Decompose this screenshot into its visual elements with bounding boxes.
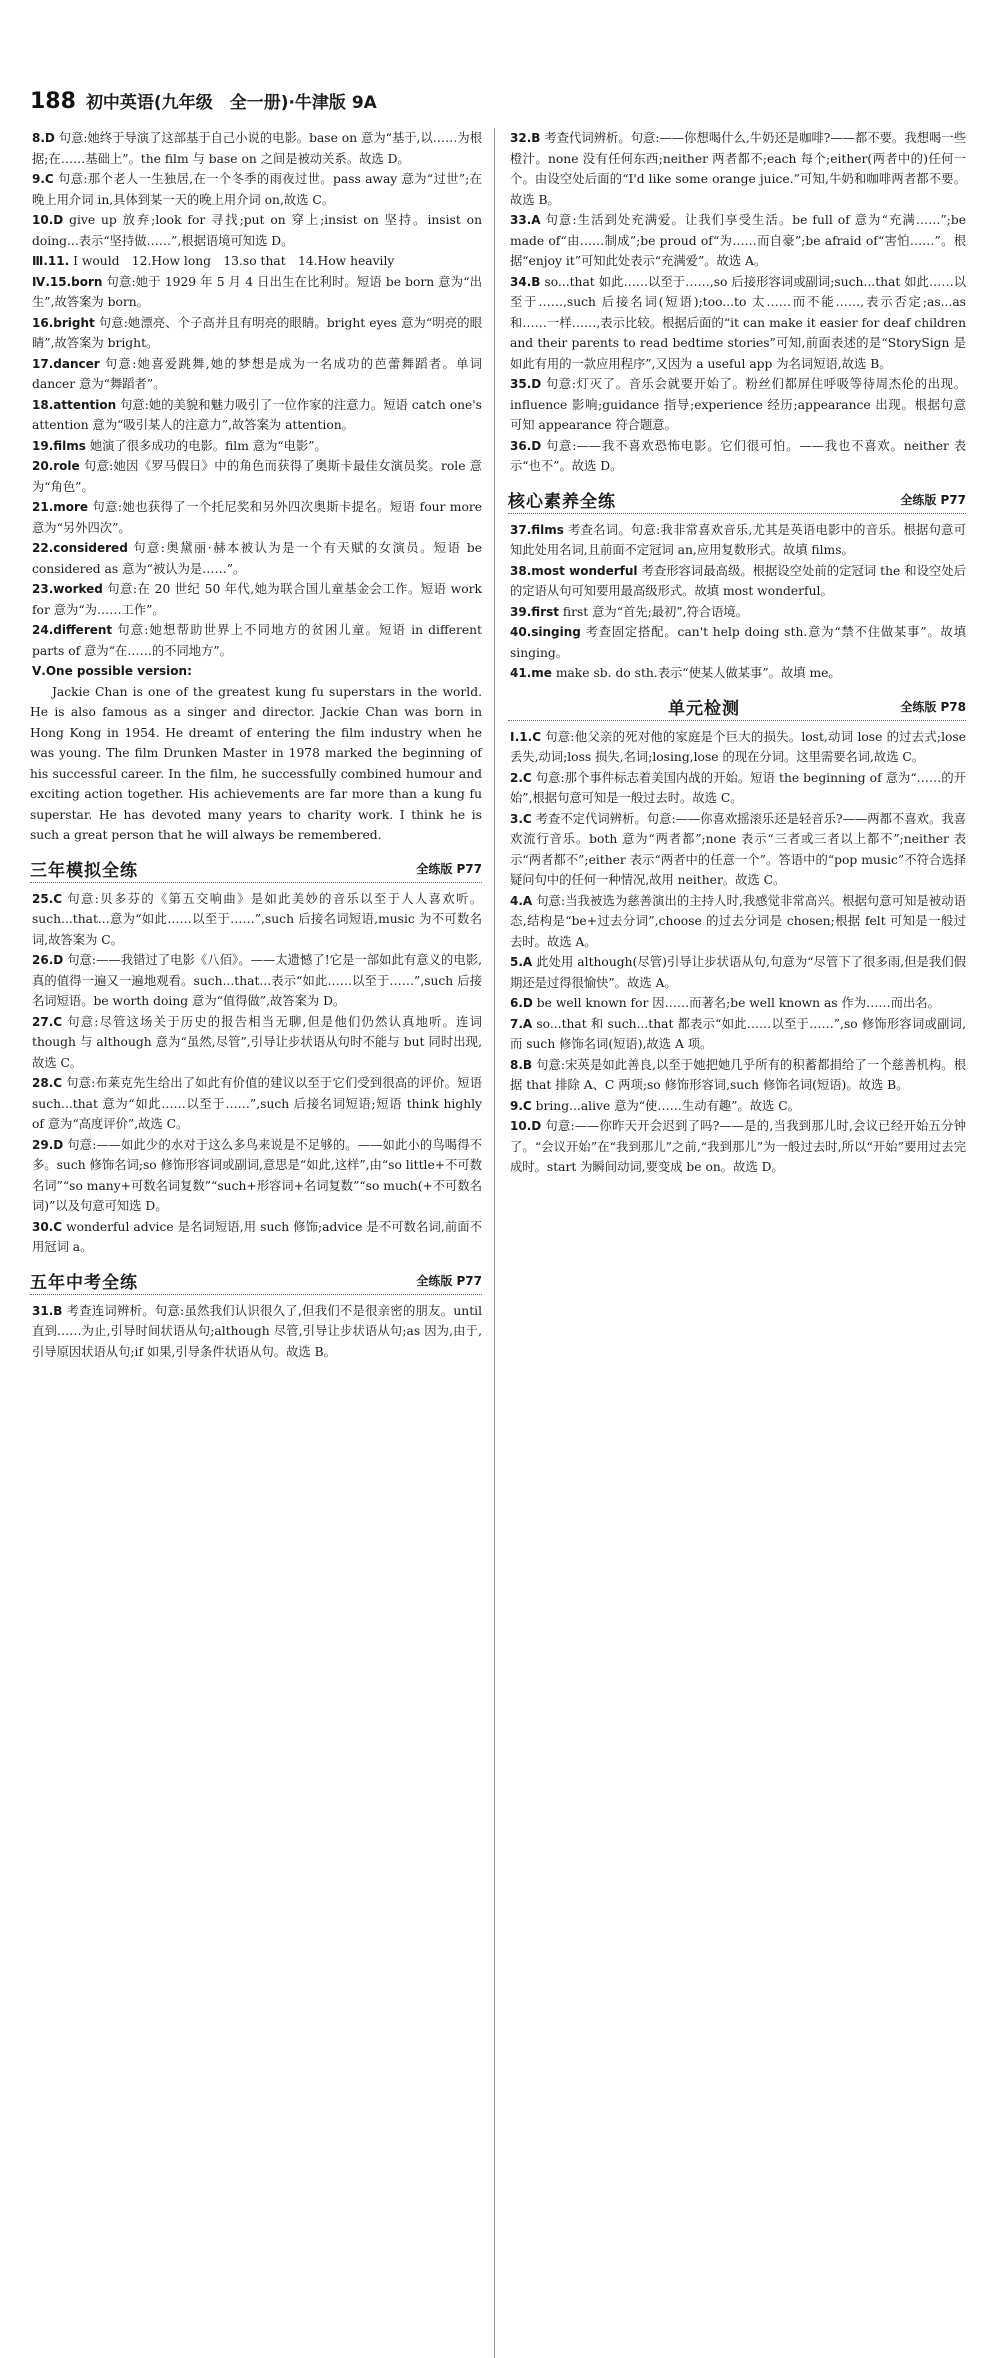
answer-key: 24.different <box>32 623 113 637</box>
answer-explanation: 句意:生活到处充满爱。让我们享受生活。be full of 意为“充满……”;be made of“由……制成”;be proud of“为……而自豪”;be afraid of“害怕……”。根据“enjoy it”可知此处表示“充满爱”。故选 A。 <box>510 213 966 268</box>
answer-key: 5.A <box>510 955 533 969</box>
answer-key: 8.D <box>32 131 55 145</box>
answer-key: Ⅳ.15.born <box>32 274 103 289</box>
answer-explanation: so...that 和 such...that 都表示“如此……以至于……”,so 修饰形容词或副词,而 such 修饰名词(短语),故选 A 项。 <box>510 1016 966 1051</box>
section-three-year <box>30 854 482 883</box>
answer-explanation: 句意:灯灭了。音乐会就要开始了。粉丝们都屏住呼吸等待周杰伦的出现。influence 影响;guidance 指导;experience 经历;appearance 出现。根据句意可知 appearance 符合题意。 <box>510 377 966 432</box>
answer-key: 27.C <box>32 1014 63 1029</box>
answer-item <box>30 620 482 661</box>
answer-key: 30.C <box>32 1219 63 1234</box>
answer-item <box>508 374 966 436</box>
section-page-ref: 全练版 P77 <box>416 1274 482 1288</box>
page-header <box>30 88 377 128</box>
answer-key: 32.B <box>510 131 541 145</box>
answer-explanation: 句意:宋英是如此善良,以至于她把她几乎所有的积蓄都捐给了一个慈善机构。根据 that 排除 A、C 两项;so 修饰形容词,such 修饰名词(短语)。故选 B。 <box>510 1057 966 1092</box>
answer-item <box>30 1073 482 1135</box>
answer-explanation: 考查形容词最高级。根据设空处前的定冠词 the 和设空处后的定语从句可知要用最高级形式。故填 most wonderful。 <box>510 563 966 598</box>
answer-explanation: 句意:那个老人一生独居,在一个冬季的雨夜过世。pass away 意为“过世”;在晚上用介词 in,具体到某一天的晚上用介词 on,故选 C。 <box>32 172 482 207</box>
answer-item <box>508 1014 966 1055</box>
answer-explanation: so...that 如此……以至于……,so 后接形容词或副词;such...that 如此……以至于……,such 后接名词(短语);too...to 太……而不能……,表示否定;as...as 和……一样……,表示比较。根据后面的“it can make it easier for deaf children and their parents to read bedtime stories”可知,前面表述的是“StorySign 是如此有用的一款应用程序”,又因为 a useful app 为名词短语,故选 B。 <box>510 274 966 371</box>
answer-item <box>30 950 482 1012</box>
answer-key: 36.D <box>510 438 542 453</box>
answer-explanation: 句意:——我错过了电影《八佰》。——太遗憾了!它是一部如此有意义的电影,真的值得一遍又一遍地观看。such...that...表示“如此……以至于……”,such 后接名词短语。be worth doing 意为“值得做”,故答案为 D。 <box>32 953 482 1008</box>
answer-item <box>508 436 966 477</box>
answer-explanation: 句意:——你昨天开会迟到了吗?——是的,当我到那儿时,会议已经开始五分钟了。“会议开始”在“我到那儿”之前,“我到那儿”为一般过去时,所以“开始”要用过去完成时。start 为瞬间动词,要变成 be on。故选 D。 <box>510 1119 966 1174</box>
answer-explanation: bring...alive 意为“使……生动有趣”。故选 C。 <box>531 1098 800 1113</box>
answer-explanation: 考查名词。句意:我非常喜欢音乐,尤其是英语电影中的音乐。根据句意可知此处用名词,且前面不定冠词 an,应用复数形式。故填 films。 <box>510 522 966 557</box>
section-page-ref: 全练版 P78 <box>900 700 966 714</box>
answer-explanation: 考查连词辨析。句意:虽然我们认识很久了,但我们不是很亲密的朋友。until 直到……为止,引导时间状语从句;although 尽管,引导让步状语从句;as 因为,由于,引导原因状语从句;if 如果,引导条件状语从句。故选 B。 <box>32 1303 482 1359</box>
answer-item <box>30 354 482 395</box>
section-five-year <box>30 1266 482 1295</box>
answer-key: 34.B <box>510 274 541 289</box>
answer-item <box>30 1135 482 1217</box>
answer-item <box>508 1096 966 1117</box>
answer-item <box>30 456 482 497</box>
answer-explanation: 考查不定代词辨析。句意:——你喜欢摇滚乐还是轻音乐?——两都不喜欢。我喜欢流行音乐。both 意为“两者都”;none 表示“三者或三者以上都不”;neither 表示“两者都不”;either 表示“两者中的任意一个”。答语中的“pop music”不符合选择疑问句中的任何一种情况,故用 neither。故选 C。 <box>510 811 966 887</box>
answer-item <box>508 891 966 953</box>
answer-item <box>508 602 966 623</box>
answer-key: 26.D <box>32 953 64 967</box>
answer-key: 18.attention <box>32 397 117 412</box>
answer-key: 19.films <box>32 438 86 453</box>
answer-explanation: 考查固定搭配。can't help doing sth.意为“禁不住做某事”。故填 singing。 <box>510 625 966 660</box>
section-unit-test <box>508 692 966 721</box>
answer-key: 10.D <box>32 213 64 227</box>
answer-explanation: 句意:奥黛丽·赫本被认为是一个有天赋的女演员。短语 be considered as 意为“被认为是……”。 <box>32 541 482 576</box>
answer-key: 22.considered <box>32 541 128 555</box>
answer-explanation: 句意:她终于导演了这部基于自己小说的电影。base on 意为“基于,以……为根据;在……基础上”。the film 与 base on 之间是被动关系。故选 D。 <box>32 131 482 166</box>
answer-explanation: make sb. do sth.表示“使某人做某事”。故填 me。 <box>551 666 841 680</box>
answer-key: 8.B <box>510 1057 533 1072</box>
answer-explanation: 句意:她的美貌和魅力吸引了一位作家的注意力。短语 catch one's attention 意为“吸引某人的注意力”,故答案为 attention。 <box>32 397 482 432</box>
answer-item <box>30 538 482 579</box>
answer-key: 20.role <box>32 459 80 473</box>
answer-explanation: 她演了很多成功的电影。film 意为“电影”。 <box>85 438 327 453</box>
section-title: 单元检测 <box>668 699 740 719</box>
answer-list-exercises <box>30 128 482 682</box>
answer-explanation: 句意:尽管这场关于历史的报告相当无聊,但是他们仍然认真地听。连词 though 与 although 意为“虽然,尽管”,引导让步状语从句时不能与 but 同时出现,故选 C。 <box>32 1014 482 1070</box>
answer-item <box>508 1055 966 1096</box>
answer-item <box>30 272 482 313</box>
answer-item <box>30 889 482 951</box>
answer-item <box>30 1012 482 1074</box>
answer-key: 39.first <box>510 604 559 619</box>
right-column <box>508 128 966 1178</box>
answer-key: 35.D <box>510 377 542 391</box>
answer-explanation: 句意:她因《罗马假日》中的角色而获得了奥斯卡最佳女演员奖。role 意为“角色”。 <box>32 459 482 494</box>
answer-key: 6.D <box>510 996 533 1010</box>
answer-key: 10.D <box>510 1119 542 1133</box>
answer-key: 7.A <box>510 1016 533 1031</box>
answer-key: 38.most wonderful <box>510 563 638 578</box>
answer-list-core <box>508 520 966 684</box>
answer-key: 31.B <box>32 1303 63 1318</box>
answer-key: 41.me <box>510 666 552 680</box>
answer-explanation: 句意:当我被选为慈善演出的主持人时,我感觉非常高兴。根据句意可知是被动语态,结构是“be+过去分词”,choose 的过去分词是 chosen;根据 felt 可知是一般过去时。故选 A。 <box>510 893 966 949</box>
answer-key: 23.worked <box>32 582 103 596</box>
section-core <box>508 485 966 514</box>
answer-key: 3.C <box>510 811 532 826</box>
answer-key: 33.A <box>510 213 541 227</box>
answer-item <box>30 395 482 436</box>
answer-explanation: 句意:在 20 世纪 50 年代,她为联合国儿童基金会工作。短语 work for 意为“为……工作”。 <box>32 582 482 617</box>
answer-item <box>508 520 966 561</box>
answer-key: 28.C <box>32 1076 63 1090</box>
answer-item <box>30 210 482 251</box>
answer-key: 9.C <box>32 172 54 186</box>
answer-item <box>30 661 482 682</box>
answer-item <box>508 809 966 891</box>
answer-item <box>508 1116 966 1178</box>
answer-item <box>30 1217 482 1258</box>
answer-list-five-year <box>30 1301 482 1363</box>
answer-explanation: 句意:——我不喜欢恐怖电影。它们很可怕。——我也不喜欢。neither 表示“也不”。故选 D。 <box>510 438 966 473</box>
answer-list-five-year-cont <box>508 128 966 477</box>
answer-item <box>508 663 966 684</box>
book-title: 初中英语(九年级 全一册)·牛津版 9A <box>85 93 377 113</box>
answer-list-unit-test <box>508 727 966 1178</box>
answer-item <box>30 251 482 272</box>
answer-item <box>508 768 966 809</box>
answer-explanation: wonderful advice 是名词短语,用 such 修饰;advice 是不可数名词,前面不用冠词 a。 <box>32 1219 482 1254</box>
answer-item <box>30 579 482 620</box>
section-title: 五年中考全练 <box>30 1273 138 1293</box>
answer-item <box>30 313 482 354</box>
answer-item <box>508 952 966 993</box>
page-number: 188 <box>30 89 76 114</box>
answer-explanation: 句意:那个事件标志着美国内战的开始。短语 the beginning of 意为“……的开始”,根据句意可知是一般过去时。故选 C。 <box>510 770 966 805</box>
answer-explanation: I would 12.How long 13.so that 14.How heavily <box>69 254 395 268</box>
answer-item <box>30 128 482 169</box>
answer-list-three-year <box>30 889 482 1258</box>
answer-item <box>508 128 966 210</box>
answer-explanation: first 意为“首先;最初”,符合语境。 <box>558 604 748 619</box>
answer-item <box>30 497 482 538</box>
section-page-ref: 全练版 P77 <box>900 493 966 507</box>
answer-key: 40.singing <box>510 625 581 639</box>
answer-item <box>30 436 482 457</box>
answer-key: 29.D <box>32 1137 64 1152</box>
section-page-ref: 全练版 P77 <box>416 862 482 876</box>
answer-explanation: 句意:她漂亮、个子高并且有明亮的眼睛。bright eyes 意为“明亮的眼睛”,故答案为 bright。 <box>32 315 482 350</box>
answer-explanation: 句意:她也获得了一个托尼奖和另外四次奥斯卡提名。短语 four more 意为“另外四次”。 <box>32 500 482 535</box>
answer-key: 25.C <box>32 891 63 906</box>
answer-key: Ⅰ.1.C <box>510 729 542 744</box>
answer-key: Ⅲ.11. <box>32 254 70 268</box>
answer-key: Ⅴ.One possible version: <box>32 664 192 678</box>
left-column <box>30 128 482 1362</box>
answer-explanation: 句意:她喜爱跳舞,她的梦想是成为一名成功的芭蕾舞蹈者。单词 dancer 意为“舞蹈者”。 <box>32 356 482 391</box>
answer-item <box>508 561 966 602</box>
answer-key: 37.films <box>510 522 564 537</box>
answer-key: 4.A <box>510 893 533 908</box>
section-title: 核心素养全练 <box>508 492 616 512</box>
answer-explanation: be well known for 因……而著名;be well known as 作为……而出名。 <box>532 996 940 1010</box>
answer-explanation: 考查代词辨析。句意:——你想喝什么,牛奶还是咖啡?——都不要。我想喝一些橙汁。none 没有任何东西;neither 两者都不;each 每个;either(两者中的)任何一个。由设空处后面的“I'd like some orange juice.”可知,牛奶和咖啡两者都不要。故选 B。 <box>510 131 966 207</box>
answer-explanation: give up 放弃;look for 寻找;put on 穿上;insist on 坚持。insist on doing...表示“坚持做……”,根据语境可知选 D。 <box>32 213 482 248</box>
answer-item <box>508 993 966 1014</box>
answer-explanation: 句意:她于 1929 年 5 月 4 日出生在比利时。短语 be born 意为“出生”,故答案为 born。 <box>32 274 482 309</box>
section-title: 三年模拟全练 <box>30 861 138 881</box>
answer-key: 17.dancer <box>32 356 100 371</box>
answer-explanation: 句意:贝多芬的《第五交响曲》是如此美妙的音乐以至于人人喜欢听。such...that...意为“如此……以至于……”,such 后接名词短语,music 为不可数名词,故答案为 C。 <box>32 891 482 947</box>
answer-key: 2.C <box>510 770 532 785</box>
answer-item <box>508 272 966 375</box>
answer-item <box>30 169 482 210</box>
sample-essay: Jackie Chan is one of the greatest kung fu superstars in the world. He is also famous as a singer and director. Jackie Chan was born in Hong Kong in 1954. He dreamt of entering the film industry when he was young. The film Drunken Master in 1978 marked the beginning of his successful career. In the film, he successfully combined humour and exciting action together. His achievements are far more than a kung fu superstar. He has devoted many years to charity work. I think he is such a great person that he will always be remembered. <box>30 684 482 842</box>
answer-key: 9.C <box>510 1098 532 1113</box>
answer-explanation: 句意:他父亲的死对他的家庭是个巨大的损失。lost,动词 lose 的过去式;lose 丢失,动词;loss 损失,名词;losing,lose 的现在分词。这里需要名词,故选 C。 <box>510 729 966 764</box>
answer-key: 16.bright <box>32 315 95 330</box>
answer-explanation: 此处用 although(尽管)引导让步状语从句,句意为“尽管下了很多雨,但是我们假期还是过得很愉快”。故选 A。 <box>510 955 966 990</box>
answer-item <box>508 622 966 663</box>
answer-explanation: 句意:布莱克先生给出了如此有价值的建议以至于它们受到很高的评价。短语 such...that 意为“如此……以至于……”,such 后接名词短语;短语 think highly of 意为“高度评价”,故选 C。 <box>32 1076 482 1131</box>
answer-item <box>30 1301 482 1363</box>
answer-explanation: 句意:她想帮助世界上不同地方的贫困儿童。短语 in different parts of 意为“在……的不同地方”。 <box>32 623 482 658</box>
answer-item <box>508 727 966 768</box>
answer-item <box>508 210 966 272</box>
answer-key: 21.more <box>32 500 89 514</box>
answer-explanation: 句意:——如此少的水对于这么多鸟来说是不足够的。——如此小的鸟喝得不多。such 修饰名词;so 修饰形容词或副词,意思是“如此,这样”,由“so little+不可数名词”“so many+可数名词复数”“such+形容词+名词复数”“so much(+不可数名词)”以及句意可知选 D。 <box>32 1137 482 1213</box>
